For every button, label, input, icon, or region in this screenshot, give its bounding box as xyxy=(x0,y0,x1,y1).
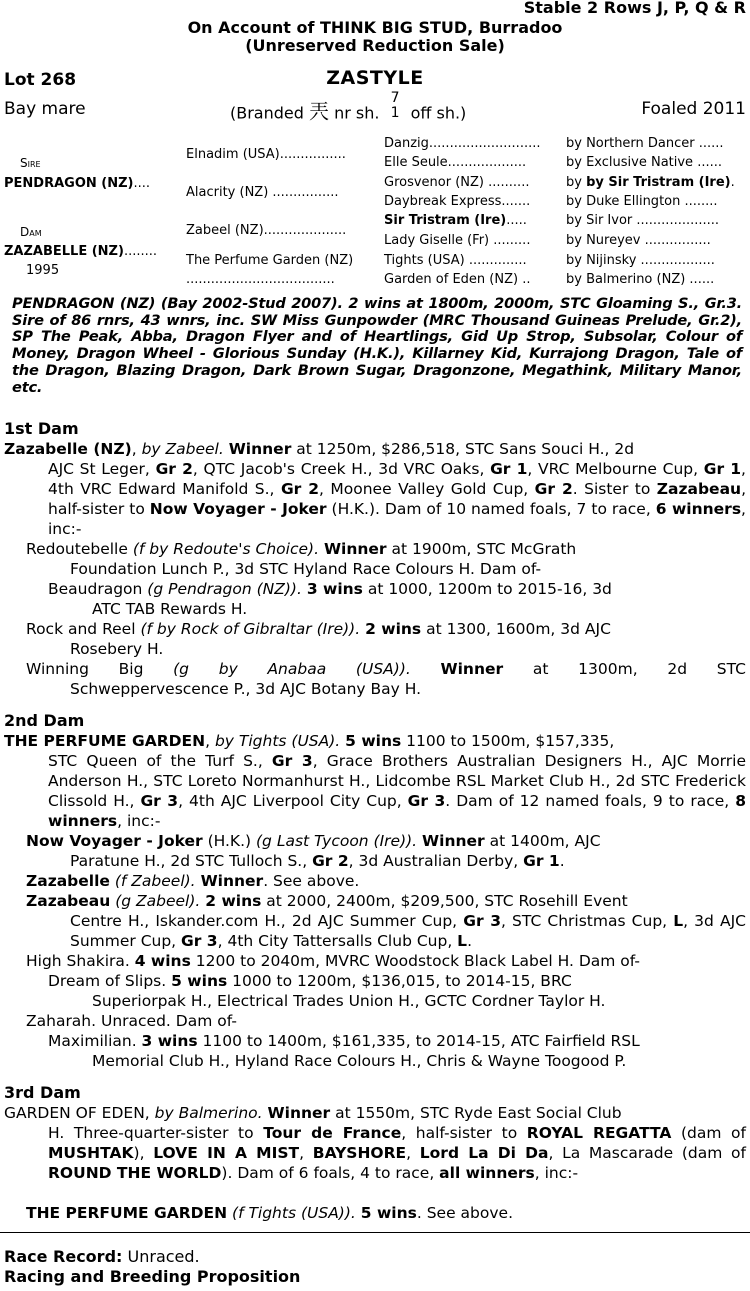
produce-entry-cont: Foundation Lunch P., 3d STC Hyland Race Colours H. Dam of- xyxy=(70,560,542,578)
produce-entry-cont: Schweppervescence P., 3d AJC Botany Bay H. xyxy=(70,680,422,698)
produce-entry: Now Voyager - Joker (H.K.) (g Last Tycoon (Ire)). Winner at 1400m, AJC xyxy=(26,832,601,850)
brand-fraction: 7 1 xyxy=(390,90,400,121)
produce-entry-cont: Rosebery H. xyxy=(70,640,164,658)
produce-entry: Dream of Slips. 5 wins 1000 to 1200m, $136,015, to 2014-15, BRC xyxy=(48,972,572,990)
sire-label: Sire xyxy=(20,156,41,170)
lot-number: Lot 268 xyxy=(4,70,77,90)
stable-location: Stable 2 Rows J, P, Q & R xyxy=(523,0,746,17)
dam-name: ZAZABELLE (NZ)........ xyxy=(4,244,157,259)
second-dam-heading: 2nd Dam xyxy=(4,711,85,730)
pedigree-gen4-item: by Balmerino (NZ) ...... xyxy=(566,272,715,287)
horse-description: Bay mare xyxy=(4,99,86,119)
second-dam-entry: THE PERFUME GARDEN, by Tights (USA). 5 wins 1100 to 1500m, $157,335, xyxy=(4,732,615,750)
second-dam-entry-cont: STC Queen of the Turf S., Gr 3, Grace Brothers Australian Designers H., AJC Morrie Anderson H., STC Loreto Normanhurst H., Lidcombe RSL Market Club H., 2d STC Frederick Clissold H., Gr 3, 4th AJC Liverpool City Cup, Gr 3. Dam of 12 named foals, 9 to race, 8 winners, inc:- xyxy=(48,752,746,830)
pedigree-table xyxy=(0,134,750,294)
pedigree-gen4-item: by Duke Ellington ........ xyxy=(566,194,718,209)
pedigree-gen4-item: by Nureyev ................ xyxy=(566,233,711,248)
produce-entry: High Shakira. 4 wins 1200 to 2040m, MVRC Woodstock Black Label H. Dam of- xyxy=(26,952,640,970)
sire-summary: PENDRAGON (NZ) (Bay 2002-Stud 2007). 2 wins at 1800m, 2000m, STC Gloaming S., Gr.3. Sire of 86 rnrs, 43 wnrs, inc. SW Miss Gunpowder (MRC Thousand Guineas Prelude, Gr.2), SP The Peak, Abba, Dragon Flyer and of Heartlings, Gid Up Strop, Subsolar, Colour of Money, Dragon Wheel - Glorious Sunday (H.K.), Killarney Kid, Kurrajong Dragon, Tale of the Dragon, Blazing Dragon, Dark Brown Sugar, Dragonzone, Megathink, Military Manor, etc. xyxy=(12,295,742,396)
dam-label: Dam xyxy=(20,225,42,239)
brand-symbol: 兲 xyxy=(309,99,329,124)
third-dam-heading: 3rd Dam xyxy=(4,1083,81,1102)
pedigree-gen2-dots: .................................... xyxy=(186,272,335,287)
produce-entry: THE PERFUME GARDEN (f Tights (USA)). 5 wins. See above. xyxy=(26,1204,513,1222)
produce-entry-cont: Superiorpak H., Electrical Trades Union H., GCTC Cordner Taylor H. xyxy=(92,992,606,1010)
produce-entry-cont: ATC TAB Rewards H. xyxy=(92,600,248,618)
third-dam-entry: GARDEN OF EDEN, by Balmerino. Winner at 1550m, STC Ryde East Social Club xyxy=(4,1104,622,1122)
pedigree-gen3-item: Garden of Eden (NZ) .. xyxy=(384,272,531,287)
pedigree-gen3-item: Tights (USA) .............. xyxy=(384,253,527,268)
sire-name: PENDRAGON (NZ).... xyxy=(4,176,150,191)
produce-entry: Zazabeau (g Zabeel). 2 wins at 2000, 2400m, $209,500, STC Rosehill Event xyxy=(26,892,628,910)
pedigree-gen3-item: Grosvenor (NZ) .......... xyxy=(384,175,530,190)
bold-sire: by Sir Tristram (Ire) xyxy=(586,175,731,190)
pedigree-gen3-item: Danzig........................... xyxy=(384,136,541,151)
third-dam-entry-cont: H. Three-quarter-sister to Tour de France, half-sister to ROYAL REGATTA (dam of MUSHTAK), LOVE IN A MIST, BAYSHORE, Lord La Di Da, La Mascarade (dam of ROUND THE WORLD). Dam of 6 foals, 4 to race, all winners, inc:- xyxy=(48,1124,746,1182)
pedigree-gen4-item: by Exclusive Native ...... xyxy=(566,155,722,170)
produce-entry: Winning Big (g by Anabaa (USA)). Winner at 1300m, 2d STC xyxy=(26,660,746,678)
produce-entry: Maximilian. 3 wins 1100 to 1400m, $161,335, to 2014-15, ATC Fairfield RSL xyxy=(48,1032,640,1050)
pedigree-gen3-item: Sir Tristram (Ire)..... xyxy=(384,213,527,228)
pedigree-gen3-item: Elle Seule................... xyxy=(384,155,527,170)
horse-name: ZASTYLE xyxy=(326,67,424,89)
pedigree-gen2-item: Alacrity (NZ) ................ xyxy=(186,185,339,200)
foaled-year: Foaled 2011 xyxy=(641,99,746,119)
produce-entry-cont: Memorial Club H., Hyland Race Colours H., Chris & Wayne Toogood P. xyxy=(92,1052,627,1070)
sale-type: (Unreserved Reduction Sale) xyxy=(245,36,505,55)
first-dam-entry-cont: AJC St Leger, Gr 2, QTC Jacob's Creek H., 3d VRC Oaks, Gr 1, VRC Melbourne Cup, Gr 1, 4th VRC Edward Manifold S., Gr 2, Moonee Valley Gold Cup, Gr 2. Sister to Zazabeau, half-sister to Now Voyager - Joker (H.K.). Dam of 10 named foals, 7 to race, 6 winners, inc:- xyxy=(48,460,746,538)
pedigree-gen4-item: by Northern Dancer ...... xyxy=(566,136,724,151)
produce-entry: Zazabelle (f Zabeel). Winner. See above. xyxy=(26,872,360,890)
pedigree-gen3-item: Lady Giselle (Fr) ......... xyxy=(384,233,531,248)
pedigree-gen4-item: by by Sir Tristram (Ire). xyxy=(566,175,735,190)
race-record: Race Record: Unraced. xyxy=(4,1247,200,1266)
produce-entry: Rock and Reel (f by Rock of Gibraltar (Ire)). 2 wins at 1300, 1600m, 3d AJC xyxy=(26,620,611,638)
pedigree-gen4-item: by Sir Ivor .................... xyxy=(566,213,720,228)
pedigree-gen2-item: Elnadim (USA)................ xyxy=(186,147,346,162)
first-dam-entry: Zazabelle (NZ), by Zabeel. Winner at 1250m, $286,518, STC Sans Souci H., 2d xyxy=(4,440,635,458)
produce-entry-cont: Centre H., Iskander.com H., 2d AJC Summer Cup, Gr 3, STC Christmas Cup, L, 3d AJC Summer Cup, Gr 3, 4th City Tattersalls Club Cup, L. xyxy=(70,912,746,950)
vendor-account: On Account of THINK BIG STUD, Burradoo xyxy=(187,18,563,37)
first-dam-heading: 1st Dam xyxy=(4,419,79,438)
produce-entry-cont: Paratune H., 2d STC Tulloch S., Gr 2, 3d Australian Derby, Gr 1. xyxy=(70,852,565,870)
divider xyxy=(0,1232,750,1233)
proposition: Racing and Breeding Proposition xyxy=(4,1267,301,1286)
brand-info: (Branded 兲 nr sh. 7 1 off sh.) xyxy=(230,90,467,124)
pedigree-gen4-item: by Nijinsky .................. xyxy=(566,253,715,268)
pedigree-gen2-item: The Perfume Garden (NZ) xyxy=(186,253,354,268)
pedigree-gen2-item: Zabeel (NZ).................... xyxy=(186,223,347,238)
produce-entry: Redoutebelle (f by Redoute's Choice). Winner at 1900m, STC McGrath xyxy=(26,540,577,558)
pedigree-gen3-item: Daybreak Express....... xyxy=(384,194,531,209)
produce-entry: Zaharah. Unraced. Dam of- xyxy=(26,1012,237,1030)
dam-year: 1995 xyxy=(26,263,60,278)
produce-entry: Beaudragon (g Pendragon (NZ)). 3 wins at 1000, 1200m to 2015-16, 3d xyxy=(48,580,612,598)
